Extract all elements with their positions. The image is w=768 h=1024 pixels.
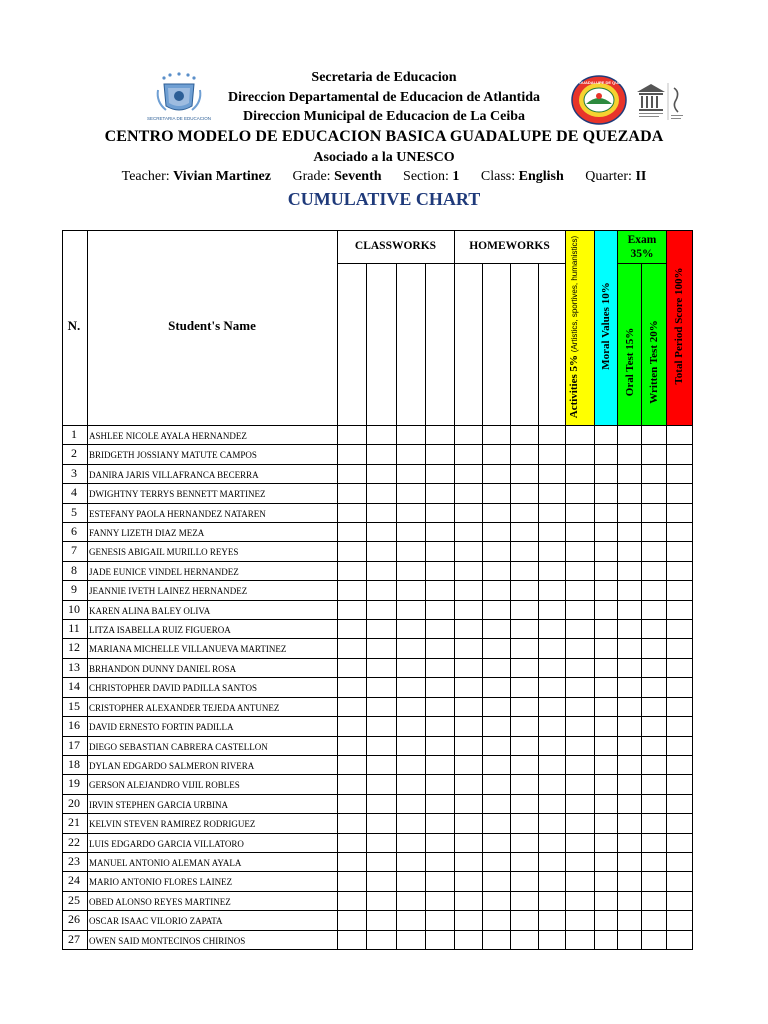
grid-line: [62, 813, 692, 814]
student-name: CHRISTOPHER DAVID PADILLA SANTOS: [89, 683, 257, 694]
school-name: CENTRO MODELO DE EDUCACION BASICA GUADALUPE DE QUEZADA: [104, 128, 664, 145]
student-name: OWEN SAID MONTECINOS CHIRINOS: [89, 935, 246, 946]
school-affiliation: Asociado a la UNESCO: [313, 150, 455, 165]
section-label: Section:: [403, 169, 449, 184]
student-name: IRVIN STEPHEN GARCIA URBINA: [89, 799, 229, 810]
grid-line: [62, 794, 692, 795]
grid-line: [87, 230, 88, 949]
grid-line: [482, 263, 483, 949]
student-name: BRIDGETH JOSSIANY MATUTE CAMPOS: [89, 450, 257, 461]
grid-line: [366, 263, 367, 949]
student-number: 17: [68, 737, 80, 752]
student-number: 20: [68, 795, 80, 810]
student-number: 6: [71, 524, 77, 539]
student-name: MANUEL ANTONIO ALEMAN AYALA: [89, 857, 242, 868]
student-number: 13: [68, 659, 80, 674]
student-number: 8: [71, 562, 77, 577]
grid-line: [62, 561, 692, 562]
student-number: 16: [68, 718, 80, 733]
student-number: 12: [68, 640, 80, 655]
grid-line: [62, 755, 692, 756]
grid-line: [62, 619, 692, 620]
quarter-value: II: [635, 169, 647, 184]
oral-test-header: Oral Test 15%: [624, 327, 636, 397]
total-score-header: Total Period Score 100%: [673, 267, 685, 385]
class-info-line: [0, 169, 768, 185]
student-number: 15: [68, 698, 80, 713]
classworks-header: CLASSWORKS: [354, 240, 437, 252]
student-name: DYLAN EDGARDO SALMERON RIVERA: [89, 760, 255, 771]
grid-line: [425, 263, 426, 949]
student-number: 21: [68, 815, 80, 830]
ministry-title: Secretaria de Educacion: [311, 70, 457, 85]
student-name: KELVIN STEVEN RAMIREZ RODRIGUEZ: [89, 819, 256, 830]
grid-line: [62, 949, 693, 950]
grid-line: [454, 230, 455, 949]
student-number: 14: [68, 679, 80, 694]
grid-line: [62, 910, 692, 911]
grid-line: [565, 230, 566, 949]
moral-values-header: Moral Values 10%: [600, 282, 612, 370]
student-name: LUIS EDGARDO GARCIA VILLATORO: [89, 838, 244, 849]
student-number: 5: [71, 504, 77, 519]
student-name: GERSON ALEJANDRO VIJIL ROBLES: [89, 780, 240, 791]
grid-line: [62, 464, 692, 465]
grid-line: [62, 522, 692, 523]
student-name: CRISTOPHER ALEXANDER TEJEDA ANTUNEZ: [89, 702, 280, 713]
grid-line: [62, 541, 692, 542]
grid-line: [62, 891, 692, 892]
student-number: 7: [71, 543, 77, 558]
student-name: KAREN ALINA BALEY OLIVA: [89, 605, 211, 616]
student-number: 9: [71, 582, 77, 597]
grid-line: [641, 263, 642, 949]
student-name: DAVID ERNESTO FORTIN PADILLA: [89, 722, 234, 733]
grid-line: [510, 263, 511, 949]
grid-line: [62, 774, 692, 775]
chart-title: CUMULATIVE CHART: [287, 189, 481, 209]
grid-line: [666, 230, 667, 949]
student-number: 24: [68, 873, 80, 888]
student-number: 18: [68, 756, 80, 771]
activities-note: (Artistics, sportives, humanistics): [570, 235, 579, 353]
grid-line: [62, 716, 692, 717]
grade-label: Grade:: [292, 169, 331, 184]
grid-line: [62, 600, 692, 601]
grid-line: [62, 444, 692, 445]
student-name: DANIRA JARIS VILLAFRANCA BECERRA: [89, 469, 259, 480]
grid-line: [62, 677, 692, 678]
grid-line: [337, 230, 338, 949]
activities-header: [569, 227, 593, 427]
section-value: 1: [452, 169, 460, 184]
grid-line: [62, 483, 692, 484]
grid-line: [62, 930, 692, 931]
departmental-direction: Direccion Departamental de Educacion de Atlantida: [227, 90, 540, 105]
student-number: 19: [68, 776, 80, 791]
student-number: 3: [71, 465, 77, 480]
activities-label: Activities 5%: [568, 355, 580, 419]
grid-line: [594, 230, 595, 949]
grid-line: [62, 736, 692, 737]
student-name: DIEGO SEBASTIAN CABRERA CASTELLON: [89, 741, 268, 752]
student-name: ESTEFANY PAOLA HERNANDEZ NATAREN: [89, 508, 266, 519]
student-name: FANNY LIZETH DIAZ MEZA: [89, 528, 205, 539]
grid-line: [62, 833, 692, 834]
student-number: 2: [71, 446, 77, 461]
cumulative-chart-table: [62, 230, 692, 949]
grid-line: [396, 263, 397, 949]
grid-line: [62, 697, 692, 698]
grade-value: Seventh: [334, 169, 382, 184]
student-name: MARIO ANTONIO FLORES LAINEZ: [89, 877, 233, 888]
class-label: Class:: [480, 169, 516, 184]
student-number: 27: [68, 931, 80, 946]
student-name: BRHANDON DUNNY DANIEL ROSA: [89, 663, 237, 674]
student-name: OBED ALONSO REYES MARTINEZ: [89, 896, 231, 907]
grid-line: [62, 580, 692, 581]
student-number: 10: [68, 601, 80, 616]
grid-line: [62, 425, 692, 426]
teacher-value: Vivian Martinez: [173, 169, 271, 184]
student-name: OSCAR ISAAC VILORIO ZAPATA: [89, 916, 223, 927]
student-number: 1: [71, 427, 77, 441]
grid-line: [62, 638, 692, 639]
secretaria-logo-caption: SECRETARIA DE EDUCACION: [147, 116, 211, 121]
student-name: DWIGHTNY TERRYS BENNETT MARTINEZ: [89, 489, 266, 500]
grid-line: [617, 230, 618, 949]
grid-line: [62, 871, 692, 872]
student-number: 11: [68, 621, 80, 636]
student-name: LITZA ISABELLA RUIZ FIGUEROA: [89, 625, 231, 636]
student-name: JADE EUNICE VINDEL HERNANDEZ: [89, 566, 239, 577]
homeworks-header: HOMEWORKS: [469, 240, 550, 252]
grid-line: [538, 263, 539, 949]
school-seal-ring-text: C.E.B. GUADALUPE DE QUEZADA: [566, 80, 632, 85]
municipal-direction: Direccion Municipal de Educacion de La Ceiba: [242, 109, 526, 124]
number-column-header: N.: [67, 318, 81, 333]
exam-header: Exam 35%: [627, 234, 657, 260]
student-number: 22: [68, 834, 80, 849]
student-name: ASHLEE NICOLE AYALA HERNANDEZ: [89, 431, 247, 441]
student-number: 23: [68, 853, 80, 868]
grid-line: [337, 263, 565, 264]
student-name: JEANNIE IVETH LAINEZ HERNANDEZ: [89, 586, 248, 597]
quarter-label: Quarter:: [585, 169, 632, 184]
grid-line: [62, 230, 692, 231]
grid-line: [62, 852, 692, 853]
student-name-column-header: Student's Name: [168, 318, 256, 333]
grid-line: [62, 503, 692, 504]
student-number: 26: [68, 912, 80, 927]
teacher-label: Teacher:: [121, 169, 170, 184]
grid-line: [62, 658, 692, 659]
student-number: 25: [68, 892, 80, 907]
student-number: 4: [71, 485, 77, 500]
student-name: GENESIS ABIGAIL MURILLO REYES: [89, 547, 239, 558]
class-value: English: [518, 169, 564, 184]
student-name: MARIANA MICHELLE VILLANUEVA MARTINEZ: [89, 644, 287, 655]
grid-line: [692, 230, 693, 950]
written-test-header: Written Test 20%: [648, 320, 660, 404]
